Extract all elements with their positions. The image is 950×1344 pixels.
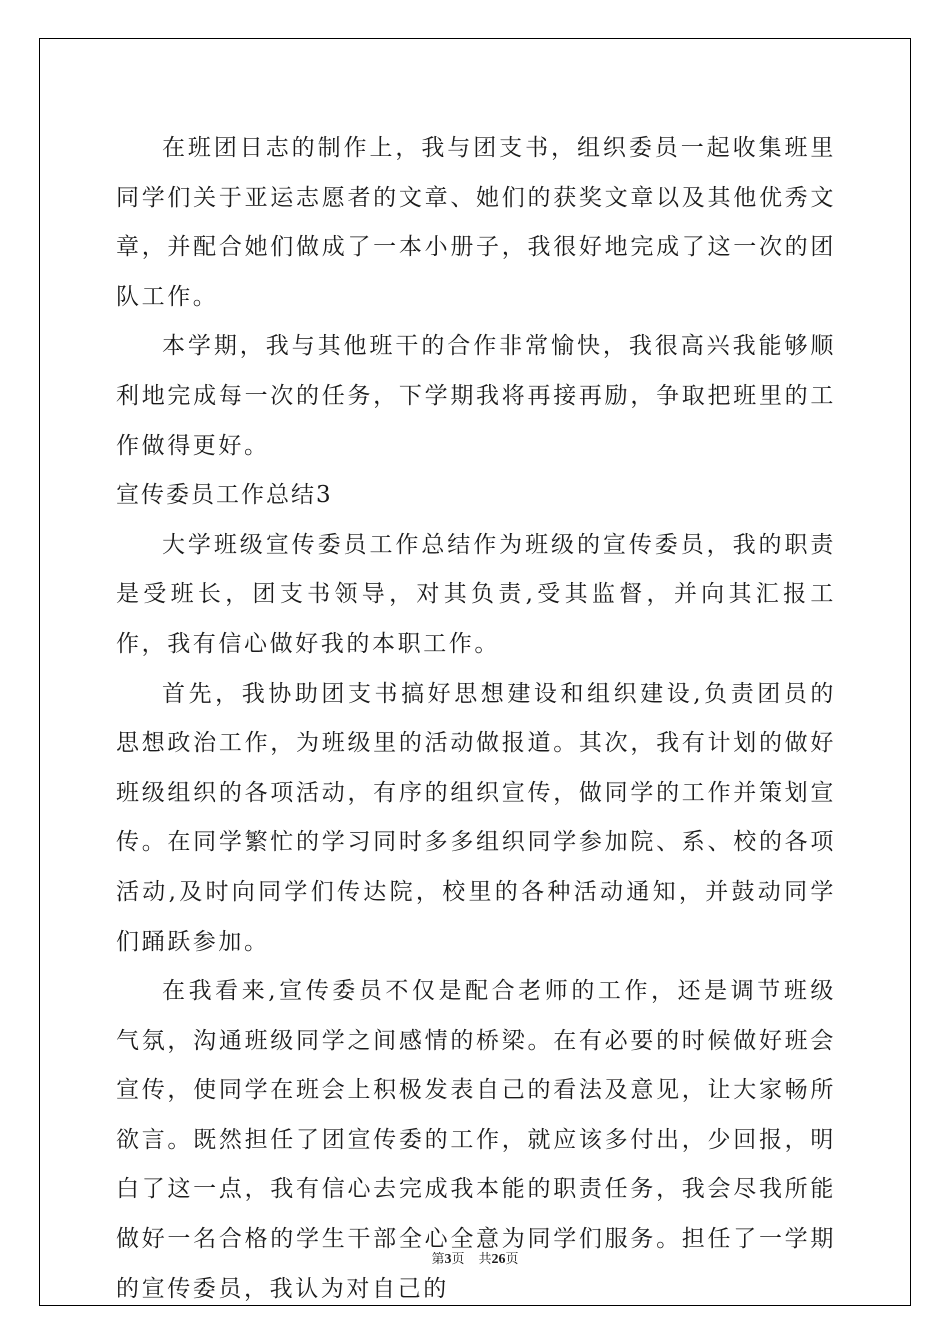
paragraph: 本学期，我与其他班干的合作非常愉快，我很高兴我能够顺利地完成每一次的任务，下学期我将再接再励，争取把班里的工作做得更好。 xyxy=(116,333,836,459)
total-suffix: 页 xyxy=(505,1252,519,1267)
section-heading: 宣传委员工作总结3 xyxy=(116,482,333,509)
document-body xyxy=(116,124,836,1314)
paragraph: 大学班级宣传委员工作总结作为班级的宣传委员，我的职责是受班长，团支书领导，对其负责,受其监督，并向其汇报工作，我有信心做好我的本职工作。 xyxy=(116,531,836,657)
total-prefix: 共 xyxy=(478,1252,492,1267)
paragraph: 在班团日志的制作上，我与团支书，组织委员一起收集班里同学们关于亚运志愿者的文章、她们的获奖文章以及其他优秀文章，并配合她们做成了一本小册子，我很好地完成了这一次的团队工作。 xyxy=(116,135,836,310)
page-prefix: 第 xyxy=(431,1252,445,1267)
page-suffix: 页 xyxy=(451,1252,465,1267)
paragraph: 首先，我协助团支书搞好思想建设和组织建设,负责团员的思想政治工作，为班级里的活动做报道。其次，我有计划的做好班级组织的各项活动，有序的组织宣传，做同学的工作并策划宣传。在同学繁忙的学习同时多多组织同学参加院、系、校的各项活动,及时向同学们传达院，校里的各种活动通知，并鼓动同学们踊跃参加。 xyxy=(116,680,836,955)
page-footer xyxy=(0,1248,950,1268)
page-number: 3 xyxy=(444,1252,452,1267)
paragraph: 在我看来,宣传委员不仅是配合老师的工作，还是调节班级气氛，沟通班级同学之间感情的桥梁。在有必要的时候做好班会宣传，使同学在班会上积极发表自己的看法及意见，让大家畅所欲言。既然担任了团宣传委的工作，就应该多付出，少回报，明白了这一点，我有信心去完成我本能的职责任务，我会尽我所能做好一名合格的学生干部全心全意为同学们服务。担任了一学期的宣传委员，我认为对自己的 xyxy=(116,978,836,1302)
total-pages: 26 xyxy=(491,1252,506,1267)
